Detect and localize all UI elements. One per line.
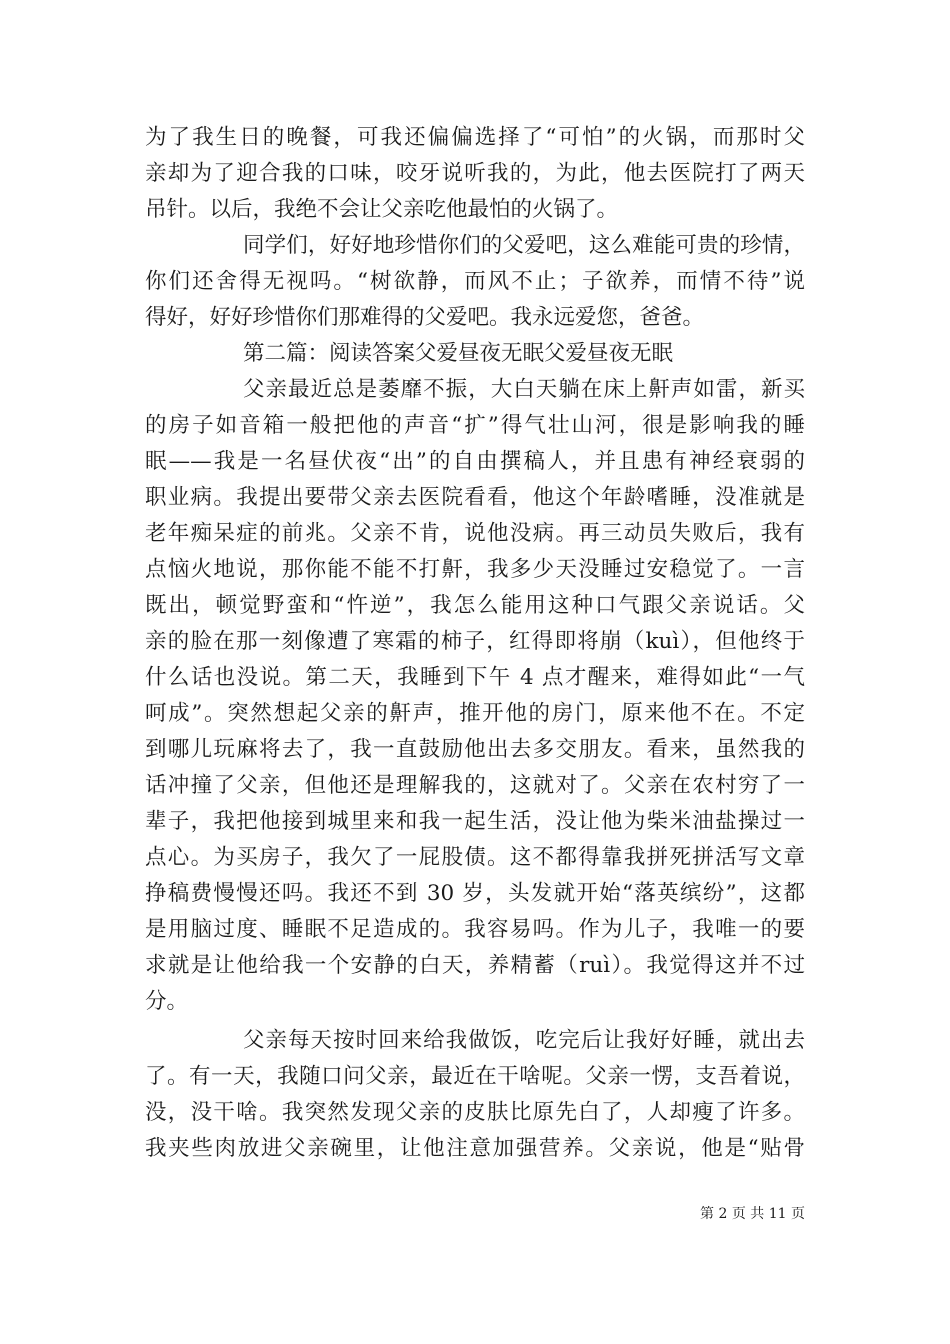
paragraph-line: 是用脑过度、睡眠不足造成的。我容易吗。作为儿子，我唯一的要 bbox=[145, 917, 805, 942]
paragraph-line: 得好，好好珍惜你们那难得的父爱吧。我永远爱您，爸爸。 bbox=[145, 305, 705, 330]
paragraph-line: 既出，顿觉野蛮和“忤逆”，我怎么能用这种口气跟父亲说话。父 bbox=[145, 593, 805, 618]
paragraph-line: 吊针。以后，我绝不会让父亲吃他最怕的火锅了。 bbox=[145, 197, 619, 222]
paragraph-line: 同学们，好好地珍惜你们的父爱吧，这么难能可贵的珍情， bbox=[243, 233, 805, 258]
paragraph-line: 你们还舍得无视吗。“树欲静，而风不止；子欲养，而情不待”说 bbox=[145, 269, 805, 294]
paragraph-line: 没，没干啥。我突然发现父亲的皮肤比原先白了，人却瘦了许多。 bbox=[145, 1100, 805, 1125]
paragraph-line: 到哪儿玩麻将去了，我一直鼓励他出去多交朋友。看来，虽然我的 bbox=[145, 737, 805, 762]
paragraph-line: 父亲最近总是萎靡不振，大白天躺在床上鼾声如雷，新买 bbox=[243, 377, 805, 402]
paragraph-line: 挣稿费慢慢还吗。我还不到 30 岁，头发就开始“落英缤纷”，这都 bbox=[145, 881, 805, 906]
paragraph-line: 求就是让他给我一个安静的白天，养精蓄（ruì）。我觉得这并不过 bbox=[145, 953, 805, 978]
paragraph-line: 点心。为买房子，我欠了一屁股债。这不都得靠我拼死拼活写文章 bbox=[145, 845, 805, 870]
paragraph-line: 什么话也没说。第二天，我睡到下午 4 点才醒来，难得如此“一气 bbox=[145, 665, 805, 690]
paragraph-line: 呵成”。突然想起父亲的鼾声，推开他的房门，原来他不在。不定 bbox=[145, 701, 805, 726]
paragraph-line: 话冲撞了父亲，但他还是理解我的，这就对了。父亲在农村穷了一 bbox=[145, 773, 805, 798]
paragraph-line: 了。有一天，我随口问父亲，最近在干啥呢。父亲一愣，支吾着说， bbox=[145, 1064, 805, 1089]
paragraph-line: 为了我生日的晚餐，可我还偏偏选择了“可怕”的火锅，而那时父 bbox=[145, 125, 805, 150]
paragraph-line: 亲的脸在那一刻像遭了寒霜的柿子，红得即将崩（kuì），但他终于 bbox=[145, 629, 805, 654]
paragraph-line: 亲却为了迎合我的口味，咬牙说听我的，为此，他去医院打了两天 bbox=[145, 161, 805, 186]
section-heading: 第二篇：阅读答案父爱昼夜无眠父爱昼夜无眠 bbox=[243, 341, 674, 366]
paragraph-line: 分。 bbox=[145, 989, 189, 1014]
paragraph-line: 我夹些肉放进父亲碗里，让他注意加强营养。父亲说，他是“贴骨 bbox=[145, 1136, 805, 1161]
paragraph-line: 的房子如音箱一般把他的声音“扩”得气壮山河，很是影响我的睡 bbox=[145, 413, 805, 438]
paragraph-line: 职业病。我提出要带父亲去医院看看，他这个年龄嗜睡，没准就是 bbox=[145, 485, 805, 510]
paragraph-line: 辈子，我把他接到城里来和我一起生活，没让他为柴米油盐操过一 bbox=[145, 809, 805, 834]
page-number: 第 2 页 共 11 页 bbox=[700, 1206, 805, 1222]
paragraph-line: 老年痴呆症的前兆。父亲不肯，说他没病。再三动员失败后，我有 bbox=[145, 521, 805, 546]
paragraph-line: 父亲每天按时回来给我做饭，吃完后让我好好睡，就出去 bbox=[243, 1028, 805, 1053]
paragraph-line: 点恼火地说，那你能不能不打鼾，我多少天没睡过安稳觉了。一言 bbox=[145, 557, 805, 582]
paragraph-line: 眠——我是一名昼伏夜“出”的自由撰稿人，并且患有神经衰弱的 bbox=[145, 449, 805, 474]
